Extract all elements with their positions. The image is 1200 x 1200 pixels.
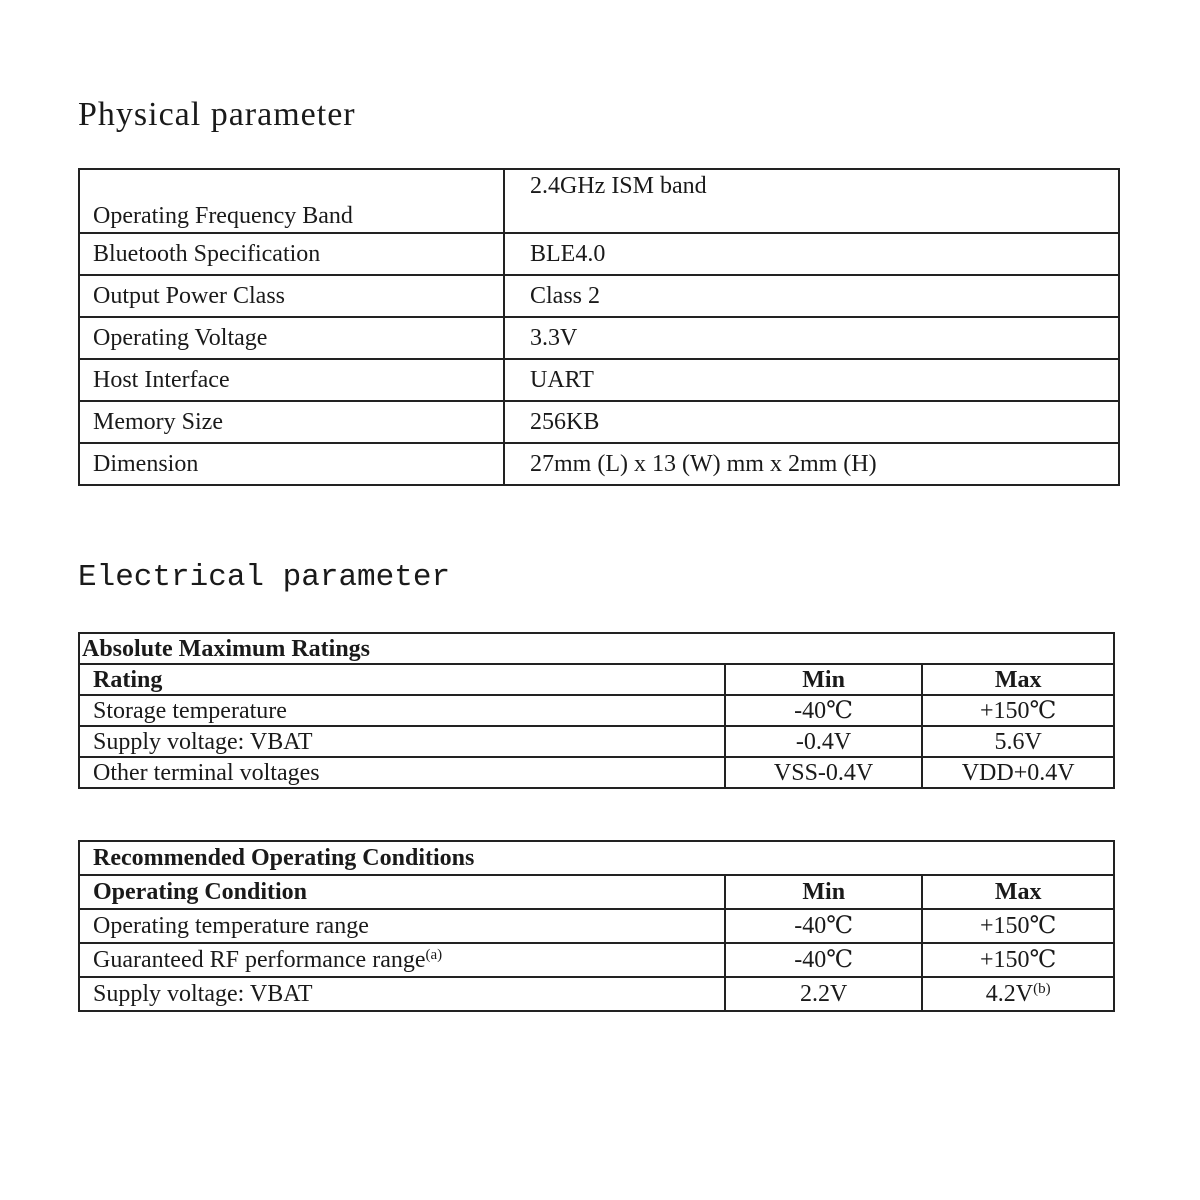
footnote-marker: (a) [425,947,443,963]
column-header-operating-condition: Operating Condition [79,875,725,909]
param-value: UART [504,359,1119,401]
condition-name-cell [79,909,725,943]
column-header-rating: Rating [79,664,725,695]
param-value: BLE4.0 [504,233,1119,275]
table-row [79,275,1119,317]
rating-max: VDD+0.4V [922,757,1114,788]
column-header-max: Max [922,664,1114,695]
condition-max-cell [922,943,1114,977]
table-title: Absolute Maximum Ratings [79,633,1114,664]
condition-min: -40℃ [725,909,922,943]
footnote-marker: (b) [1033,981,1051,997]
table-row [79,726,1114,757]
condition-max: +150℃ [980,913,1057,939]
rating-name: Other terminal voltages [79,757,725,788]
table-row [79,317,1119,359]
condition-max-cell [922,909,1114,943]
column-header-min: Min [725,875,922,909]
table-row [79,977,1114,1011]
column-header-max: Max [922,875,1114,909]
table-title-row [79,841,1114,875]
param-label: Memory Size [79,401,504,443]
table-title-row [79,633,1114,664]
rating-min: -40℃ [725,695,922,726]
param-value: 2.4GHz ISM band [504,169,1119,233]
condition-name-cell [79,977,725,1011]
condition-min: -40℃ [725,943,922,977]
absolute-maximum-ratings-table [78,632,1115,789]
param-label: Operating Voltage [79,317,504,359]
physical-parameter-heading: Physical parameter [78,96,356,133]
table-row [79,757,1114,788]
electrical-parameter-heading: Electrical parameter [78,560,451,595]
param-label: Dimension [79,443,504,485]
condition-name: Supply voltage: VBAT [93,981,313,1007]
param-label: Host Interface [79,359,504,401]
rating-max: +150℃ [922,695,1114,726]
condition-min: 2.2V [725,977,922,1011]
condition-max: +150℃ [980,947,1057,973]
rating-name: Storage temperature [79,695,725,726]
condition-name: Operating temperature range [93,913,369,939]
recommended-operating-conditions-table [78,840,1115,1012]
physical-parameter-table [78,168,1120,486]
rating-max: 5.6V [922,726,1114,757]
table-title: Recommended Operating Conditions [79,841,1114,875]
table-row [79,909,1114,943]
param-value: 3.3V [504,317,1119,359]
table-row [79,169,1119,233]
column-header-min: Min [725,664,922,695]
param-label: Output Power Class [79,275,504,317]
param-value: 27mm (L) x 13 (W) mm x 2mm (H) [504,443,1119,485]
condition-max-cell [922,977,1114,1011]
param-label: Bluetooth Specification [79,233,504,275]
param-value: Class 2 [504,275,1119,317]
table-row [79,943,1114,977]
rating-min: -0.4V [725,726,922,757]
condition-name: Guaranteed RF performance range [93,947,426,973]
table-header-row [79,875,1114,909]
table-row [79,695,1114,726]
condition-name-cell [79,943,725,977]
condition-max: 4.2V [985,981,1034,1007]
rating-min: VSS-0.4V [725,757,922,788]
table-row [79,233,1119,275]
table-row [79,359,1119,401]
param-label: Operating Frequency Band [79,169,504,233]
table-header-row [79,664,1114,695]
table-row [79,401,1119,443]
table-row [79,443,1119,485]
rating-name: Supply voltage: VBAT [79,726,725,757]
param-value: 256KB [504,401,1119,443]
